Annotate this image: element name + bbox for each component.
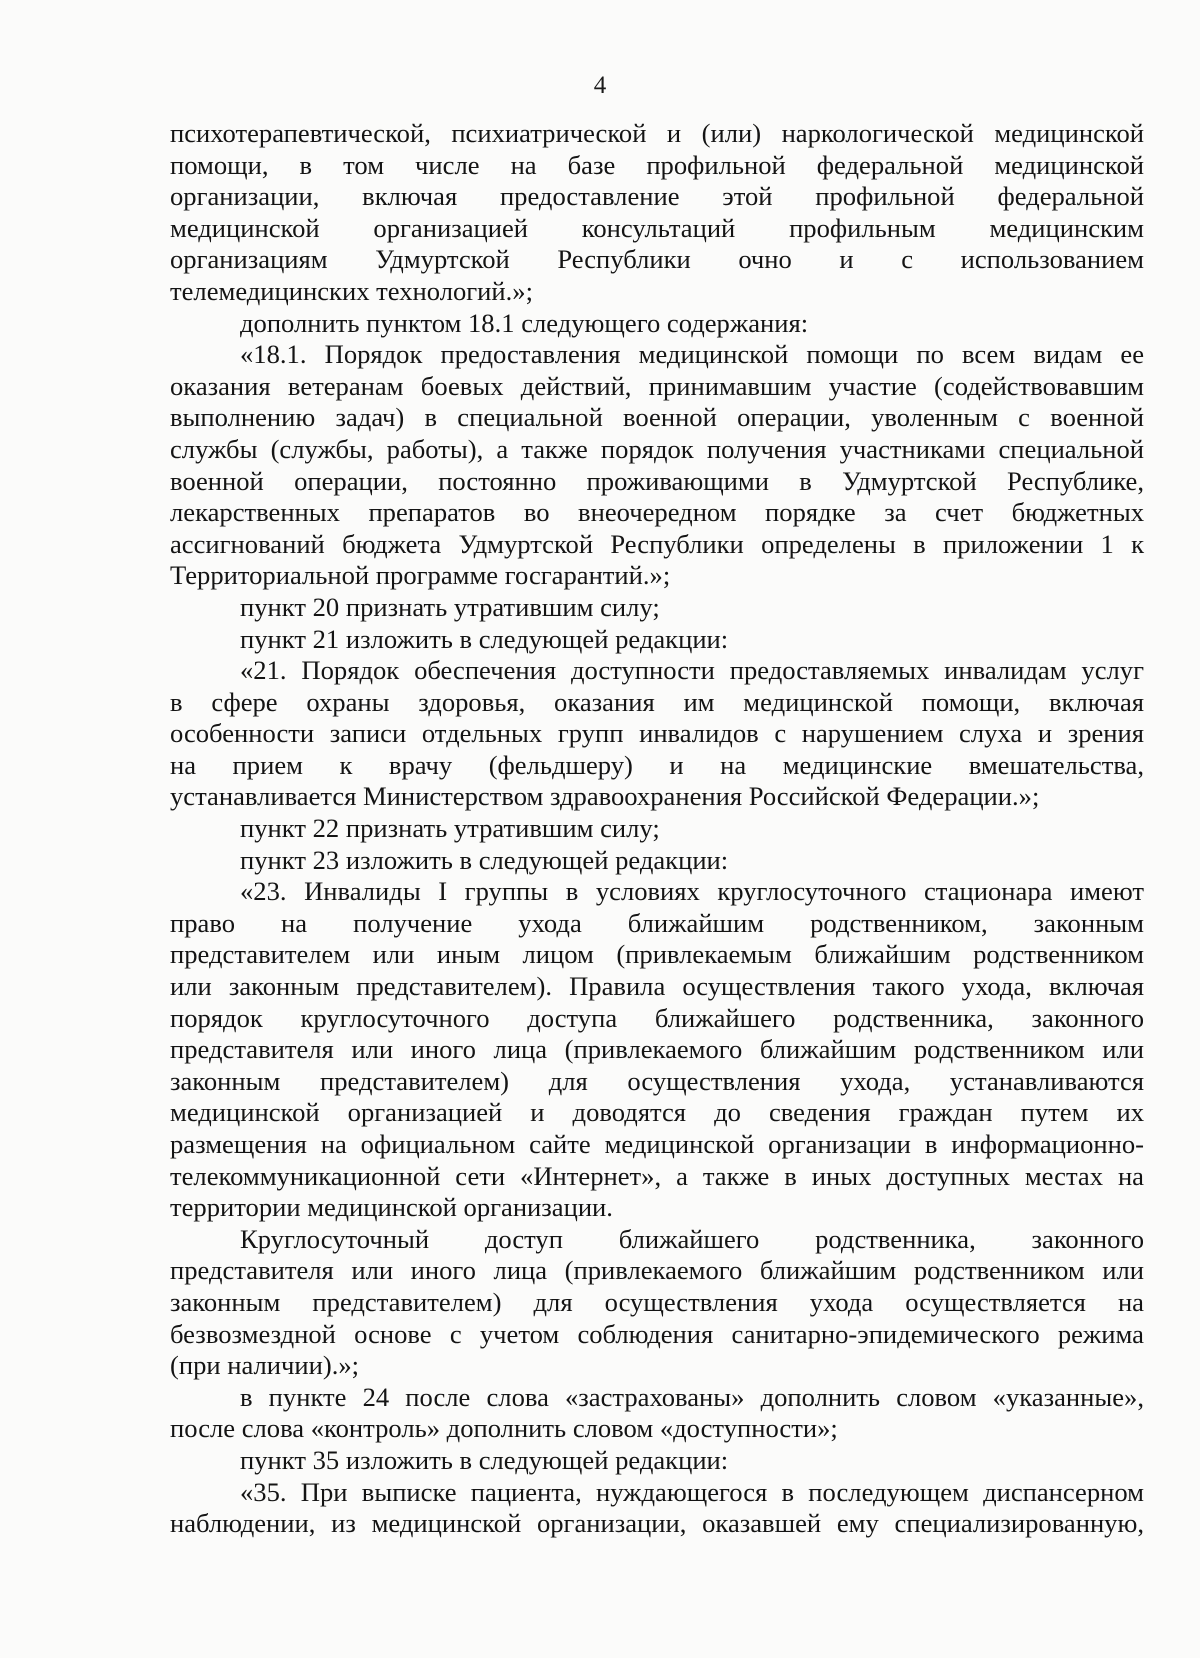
text-line: военной операции, постоянно проживающими в Удмуртской Республике, xyxy=(170,465,1144,496)
text-line: помощи, в том числе на базе профильной федеральной медицинской xyxy=(170,149,1144,180)
text-line: службы (службы, работы), а также порядок получения участниками специальной xyxy=(170,433,1144,464)
text-line: территории медицинской организации. xyxy=(170,1192,613,1223)
text-line: лекарственных препаратов во внеочередном порядке за счет бюджетных xyxy=(170,497,1144,528)
text-line: законным представителем) для осуществления ухода, устанавливаются xyxy=(170,1065,1144,1096)
page-number: 4 xyxy=(593,72,607,99)
text-line: ассигнований бюджета Удмуртской Республики определены в приложении 1 к xyxy=(170,528,1144,559)
text-line: «18.1. Порядок предоставления медицинской помощи по всем видам ее xyxy=(240,339,1144,370)
text-line: представителя или иного лица (привлекаемого ближайшим родственником или xyxy=(170,1034,1144,1065)
text-line: медицинской организацией и доводятся до сведения граждан путем их xyxy=(170,1097,1144,1128)
text-line: «21. Порядок обеспечения доступности предоставляемых инвалидам услуг xyxy=(240,655,1144,686)
text-line: после слова «контроль» дополнить словом «доступности»; xyxy=(170,1413,838,1444)
text-line: наблюдении, из медицинской организации, оказавшей ему специализированную, xyxy=(170,1508,1144,1539)
text-line: право на получение ухода ближайшим родственником, законным xyxy=(170,907,1144,938)
text-line: телекоммуникационной сети «Интернет», а также в иных доступных местах на xyxy=(170,1160,1144,1191)
text-line: порядок круглосуточного доступа ближайшего родственника, законного xyxy=(170,1002,1144,1033)
text-line: устанавливается Министерством здравоохранения Российской Федерации.»; xyxy=(170,781,1040,812)
text-line: законным представителем) для осуществления ухода осуществляется на xyxy=(170,1286,1144,1317)
text-line: организации, включая предоставление этой профильной федеральной xyxy=(170,181,1144,212)
text-line: представителем или иным лицом (привлекаемым ближайшим родственником xyxy=(170,939,1144,970)
text-line: Круглосуточный доступ ближайшего родственника, законного xyxy=(240,1223,1144,1254)
text-line: пункт 20 признать утратившим силу; xyxy=(240,591,660,622)
text-line: представителя или иного лица (привлекаемого ближайшим родственником или xyxy=(170,1255,1144,1286)
text-line: выполнению задач) в специальной военной операции, уволенным с военной xyxy=(170,402,1144,433)
text-line: дополнить пунктом 18.1 следующего содержания: xyxy=(240,307,809,338)
text-line: пункт 35 изложить в следующей редакции: xyxy=(240,1444,729,1475)
text-line: Территориальной программе госгарантий.»; xyxy=(170,560,671,591)
text-line: особенности записи отдельных групп инвалидов с нарушением слуха и зрения xyxy=(170,718,1144,749)
text-line: оказания ветеранам боевых действий, принимавшим участие (содействовавшим xyxy=(170,370,1144,401)
text-line: или законным представителем). Правила осуществления такого ухода, включая xyxy=(170,971,1144,1002)
text-line: «35. При выписке пациента, нуждающегося в последующем диспансерном xyxy=(240,1476,1144,1507)
text-line: «23. Инвалиды I группы в условиях круглосуточного стационара имеют xyxy=(240,876,1144,907)
text-line: размещения на официальном сайте медицинской организации в информационно- xyxy=(170,1129,1144,1159)
text-line: пункт 21 изложить в следующей редакции: xyxy=(240,623,729,654)
text-line: пункт 23 изложить в следующей редакции: xyxy=(240,844,729,875)
text-line: медицинской организацией консультаций профильным медицинским xyxy=(170,212,1144,243)
text-line: (при наличии).»; xyxy=(170,1350,360,1381)
document-body xyxy=(170,118,1144,1540)
text-line: организациям Удмуртской Республики очно и с использованием xyxy=(170,244,1144,275)
text-line: психотерапевтической, психиатрической и (или) наркологической медицинской xyxy=(170,118,1144,148)
text-line: на прием к врачу (фельдшеру) и на медицинские вмешательства, xyxy=(170,749,1144,780)
text-line: в сфере охраны здоровья, оказания им медицинской помощи, включая xyxy=(170,686,1144,717)
text-line: безвозмездной основе с учетом соблюдения санитарно-эпидемического режима xyxy=(170,1318,1144,1349)
text-line: в пункте 24 после слова «застрахованы» дополнить словом «указанные», xyxy=(240,1381,1144,1412)
text-line: телемедицинских технологий.»; xyxy=(170,275,533,306)
text-line: пункт 22 признать утратившим силу; xyxy=(240,813,660,844)
